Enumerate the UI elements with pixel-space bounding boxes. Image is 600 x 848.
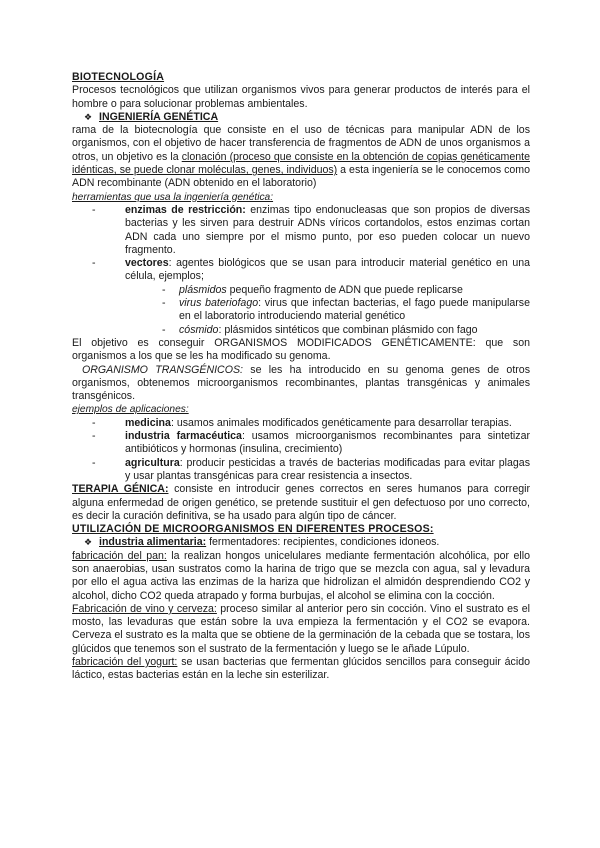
vino-paragraph	[72, 603, 530, 656]
diamond-bullet-icon: ❖	[84, 111, 93, 122]
list-item	[72, 324, 530, 337]
tool-term: vectores	[125, 257, 169, 270]
pan-term: fabricación del pan:	[72, 549, 167, 562]
page-title: BIOTECNOLOGÍA	[72, 71, 165, 83]
terapia-text: consiste en introducir genes correctos en seres humanos para corregir alguna enfermedad de origen genético, se pretende sustituir el gen defectuoso por uno correcto, es decir la curación definitiva, se ha usado para algún tipo de cáncer.	[72, 483, 530, 522]
ingenieria-heading-row	[72, 111, 530, 124]
terapia-paragraph	[72, 483, 530, 523]
dash-bullet-icon: -	[92, 416, 96, 429]
dash-bullet-icon: -	[162, 323, 166, 336]
list-item	[72, 430, 530, 457]
clonacion-term: clonación	[181, 150, 227, 163]
diamond-bullet-icon: ❖	[84, 537, 93, 548]
examples-list	[72, 417, 530, 483]
terapia-term: TERAPIA GÉNICA:	[72, 483, 169, 496]
tool-text: enzimas tipo endonucleasas que son propios de diversas bacterias y les sirven para destruir ADNs víricos cortandolos, estos enzimas cortan ADN cada uno siempre por el mismo punto, por eso pueden colocar un nuevo fragmento.	[125, 203, 530, 256]
list-item	[72, 417, 530, 430]
examples-heading: ejemplos de aplicaciones:	[72, 404, 189, 416]
ingenieria-paragraph	[72, 124, 530, 190]
yogurt-paragraph	[72, 656, 530, 683]
yogurt-text: se usan bacterias que fermentan glúcidos sencillos para conseguir ácido láctico, estas bacterias están en la leche sin esterilizar.	[72, 656, 530, 682]
vector-text: pequeño fragmento de ADN que puede replicarse	[226, 283, 463, 296]
alimentaria-text: fermentadores: recipientes, condiciones idoneos.	[206, 536, 440, 549]
transgenic-paragraph	[72, 364, 530, 404]
list-item	[72, 257, 530, 284]
tools-heading: herramientas que usa la ingeniería genética:	[72, 191, 274, 203]
tools-list	[72, 204, 530, 284]
dash-bullet-icon: -	[92, 456, 96, 469]
tool-term: enzimas de restricción:	[125, 203, 246, 216]
alimentaria-term: industria alimentaria:	[99, 536, 207, 549]
vino-text: proceso similar al anterior pero sin cocción. Vino el sustrato es el mosto, las levaduras que están sobre la uva empieza la fermentación y el CO2 se evapora. Cerveza el sustrato es la malta que se obtiene de la germinación de la cebada que se tostara, los glúcidos que tenemos son el sustrato de la fermentación y luego se le añade Lúpulo.	[72, 602, 530, 655]
dash-bullet-icon: -	[92, 430, 96, 443]
pan-paragraph	[72, 550, 530, 603]
yogurt-term: fabricación del yogurt:	[72, 656, 178, 669]
intro-paragraph: Procesos tecnológicos que utilizan organismos vivos para generar productos de interés para el hombre o para solucionar problemas ambientales.	[72, 84, 530, 110]
pan-text: la realizan hongos unicelulares mediante fermentación alcohólica, por ello son anaerobias, usan sustratos como la harina de trigo que se mezcla con agua, sal y levadura por ello el agua activa las enzimas de la hariza que hidrolizan el almidón desprendiendo CO2 y alcohol, dicho CO2 queda atrapado y forma burbujas, el alcohol se elimina con la cocción.	[72, 549, 530, 602]
ingenieria-heading: INGENIERÍA GENÉTICA	[99, 110, 219, 123]
example-text: : usamos microorganismos recombinantes para sintetizar antibióticos y hormonas (insulina, crecimiento)	[125, 430, 530, 456]
vector-text: : virus que infectan bacterias, el fago puede manipularse en el laboratorio introduciendo material genético	[179, 297, 530, 323]
ingenieria-text-c: a esta ingeniería se le conocemos como ADN recombinante (ADN obtenido en el laboratorio)	[72, 164, 530, 190]
alimentaria-row	[72, 536, 530, 549]
example-term: medicina	[125, 416, 171, 429]
vector-text: : plásmidos sintéticos que combinan plásmido con fago	[218, 323, 478, 336]
micro-heading: UTILIZACIÓN DE MICROORGANISMOS EN DIFERENTES PROCESOS:	[72, 523, 434, 536]
vector-term: virus bateriofago	[179, 297, 259, 310]
example-term: agricultura	[125, 456, 180, 469]
example-term: industria farmacéutica	[125, 430, 242, 443]
dash-bullet-icon: -	[162, 283, 166, 296]
dash-bullet-icon: -	[92, 257, 96, 270]
ingenieria-text-b: (proceso que consiste en la obtención de copias genéticamente idénticas, se puede clonar moléculas, genes, individuos)	[72, 150, 530, 177]
example-text: : producir pesticidas a través de bacterias modificadas para evitar plagas y usar plantas transgénicas para crear resistencia a insectos.	[125, 456, 530, 482]
objective-paragraph: El objetivo es conseguir ORGANISMOS MODIFICADOS GENÉTICAMENTE: que son organismos a los que se les ha modificado su genoma.	[72, 336, 530, 363]
ingenieria-text-a: rama de la biotecnología que consiste en el uso de técnicas para manipular ADN de los organismos, con el objetivo de hacer transferencia de fragmentos de ADN de unos organismos a otros, un objetivo es la	[72, 124, 530, 163]
vectors-list	[72, 284, 530, 337]
vector-term: plásmidos	[179, 283, 227, 296]
tool-text: : agentes biológicos que se usan para introducir material genético en una célula, ejemplos;	[125, 257, 530, 283]
transgenic-term: ORGANISMO TRANSGÉNICOS:	[82, 363, 243, 376]
example-text: : usamos animales modificados genéticamente para desarrollar terapias.	[170, 416, 512, 429]
list-item	[72, 284, 530, 297]
dash-bullet-icon: -	[162, 297, 166, 310]
list-item	[72, 457, 530, 484]
transgenic-text: se les ha introducido en su genoma genes de otros organismos, obtenemos microorganismos recombinantes, plantas transgénicas y animales transgénicos.	[72, 363, 530, 403]
vino-term: Fabricación de vino y cerveza:	[72, 602, 217, 615]
vector-term: cósmido	[179, 323, 219, 336]
dash-bullet-icon: -	[92, 203, 96, 216]
list-item	[72, 297, 530, 324]
list-item	[72, 204, 530, 257]
